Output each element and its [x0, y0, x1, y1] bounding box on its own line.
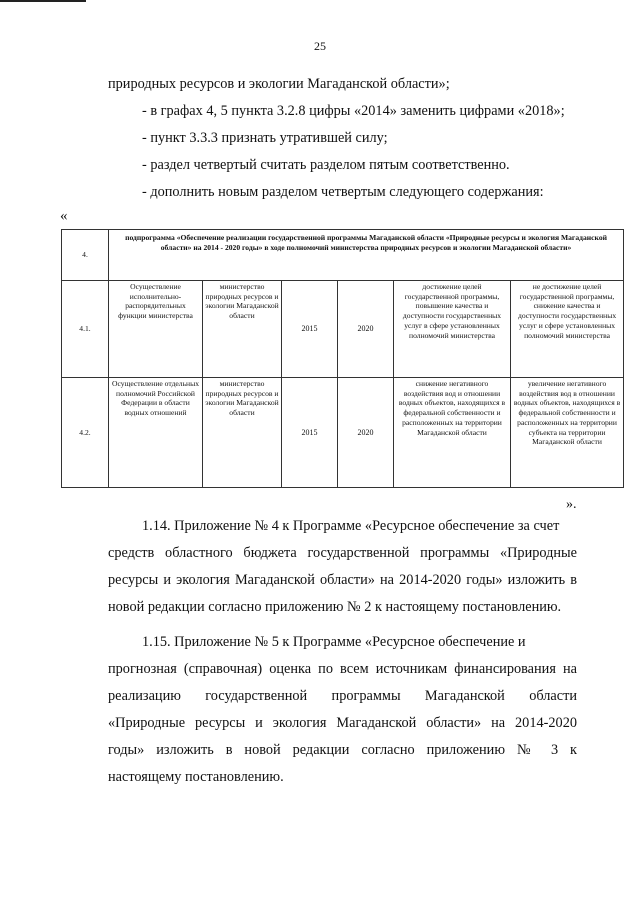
table-header-row: [62, 230, 624, 281]
row-result: достижение целей государственной программы, повышение качества и доступности государственных услуг в сфере установленных полномочий министерства: [394, 281, 511, 378]
row-consequence: увеличение негативного воздействия вод в отношении водных объектов, находящихся в федеральной собственности и расположенных на территории субъекта на территории Магаданской области: [511, 378, 624, 488]
p114-line-3: ресурсы и экология Магаданской области» на 2014-2020 годы» изложить в: [108, 572, 577, 588]
opening-quote: «: [60, 208, 68, 224]
intro-line-4: - раздел четвертый считать разделом пятым соответственно.: [142, 157, 510, 173]
row-end-year: 2020: [338, 378, 394, 488]
p115-line-1: 1.15. Приложение № 5 к Программе «Ресурсное обеспечение и: [142, 634, 526, 650]
intro-line-3: - пункт 3.3.3 признать утратившей силу;: [142, 130, 388, 146]
p114-line-4: новой редакции согласно приложению № 2 к настоящему постановлению.: [108, 599, 562, 615]
p115-line-2: прогнозная (справочная) оценка по всем источникам финансирования на: [108, 661, 577, 677]
closing-quote: ».: [566, 497, 577, 512]
page-number: 25: [314, 39, 326, 53]
row-name: Осуществление исполнительно-распорядительных функции министерства: [109, 281, 203, 378]
row-executor: министерство природных ресурсов и экологии Магаданской области: [203, 378, 282, 488]
row-executor: министерство природных ресурсов и экологии Магаданской области: [203, 281, 282, 378]
header-title: подпрограмма «Обеспечение реализации государственной программы Магаданской области «Природные ресурсы и экология Магаданской области» на 2014 - 2020 годы» в ходе полномочий министерства природных ресурсов и экологии Магаданской области»: [109, 230, 624, 281]
corner-mark: [0, 0, 86, 2]
intro-line-2: - в графах 4, 5 пункта 3.2.8 цифры «2014» заменить цифрами «2018»;: [142, 103, 565, 119]
table-row: [62, 281, 624, 378]
row-num: 4.2.: [62, 378, 109, 488]
table-row: [62, 378, 624, 488]
row-result: снижение негативного воздействия вод и отношении водных объектов, находящихся в федеральной собственности и расположенных на территории Магаданской области: [394, 378, 511, 488]
p115-line-4: «Природные ресурсы и экология Магаданской области» на 2014-2020: [108, 715, 577, 731]
row-end-year: 2020: [338, 281, 394, 378]
row-name: Осуществление отдельных полномочий Российской Федерации в области водных отношений: [109, 378, 203, 488]
header-num: 4.: [62, 230, 109, 281]
p114-line-1: 1.14. Приложение № 4 к Программе «Ресурсное обеспечение за счет: [142, 518, 560, 534]
intro-line-5: - дополнить новым разделом четвертым следующего содержания:: [142, 184, 544, 200]
intro-line-1: природных ресурсов и экологии Магаданской области»;: [108, 76, 450, 92]
row-start-year: 2015: [282, 281, 338, 378]
row-num: 4.1.: [62, 281, 109, 378]
p115-line-5: годы» изложить в новой редакции согласно приложению № 3 к: [108, 742, 577, 758]
row-start-year: 2015: [282, 378, 338, 488]
row-consequence: не достижение целей государственной программы, снижение качества и доступности государственных услуг и сфере установленных полномочий министерства: [511, 281, 624, 378]
p114-line-2: средств областного бюджета государственной программы «Природные: [108, 545, 577, 561]
p115-line-3: реализацию государственной программы Магаданской области: [108, 688, 577, 704]
subprogram-table: [61, 229, 624, 488]
p115-line-6: настоящему постановлению.: [108, 769, 284, 785]
